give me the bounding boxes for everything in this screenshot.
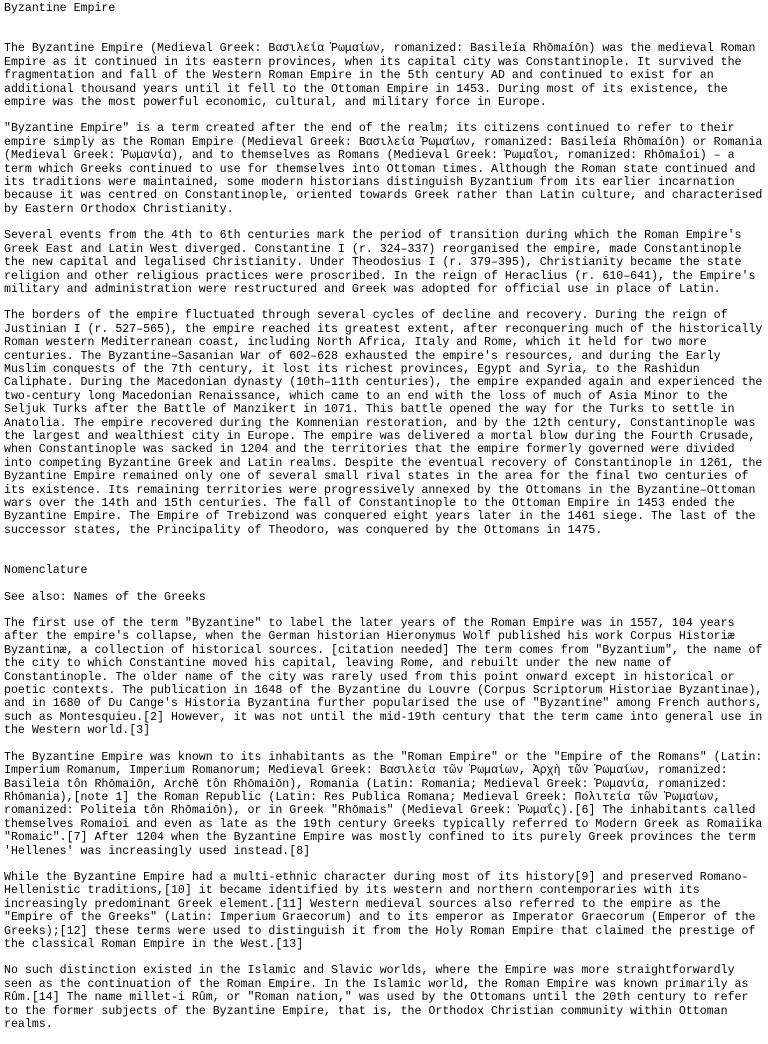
nomenclature-paragraph-1: The first use of the term "Byzantine" to label the later years of the Roman Empire was in 1557, 104 years after the empire's collapse, when the German historian Hieronymus Wolf published his work Corpus Historiæ Byzantinæ, a collection of historical sources. [citation needed] The term comes from "Byzantium", the name of the city to which Constantine moved his capital, leaving Rome, and rebuilt under the new name of Constantinople. The older name of the city was rarely used from this point onward except in historical or poetic contexts. The publication in 1648 of the Byzantine du Louvre (Corpus Scriptorum Historiae Byzantinae), and in 1680 of Du Cange's Historia Byzantina further popularised the use of "Byzantine" among French authors, such as Montesquieu.[2] However, it was not until the mid-19th century that the term came into general use in the Western world.[3] <box>4 617 763 738</box>
document-body <box>4 2 766 1044</box>
intro-paragraph-3: Several events from the 4th to 6th centuries mark the period of transition during which the Roman Empire's Greek East and Latin West diverged. Constantine I (r. 324–337) reorganised the empire, made Constantinople the new capital and legalised Christianity. Under Theodosius I (r. 379–395), Christianity became the state religion and other religious practices were proscribed. In the reign of Heraclius (r. 610–641), the Empire's military and administration were restructured and Greek was adopted for official use in place of Latin. <box>4 229 756 296</box>
nomenclature-paragraph-2: The Byzantine Empire was known to its inhabitants as the "Roman Empire" or the "Empire of the Romans" (Latin: Imperium Romanum, Imperium Romanorum; Medieval Greek: Βασιλεία τῶν Ῥωμαίων, Ἀρχὴ τῶν Ῥωμαίων, romanized: Basileia tôn Rhōmaiōn, Archē tôn Rhōmaiōn), Romania (Latin: Romania; Medieval Greek: Ῥωμανία, romanized: Rhōmania),[note 1] the Roman Republic (Latin: Res Publica Romana; Medieval Greek: Πολιτεία τῶν Ῥωμαίων, romanized: Politeia tôn Rhōmaiōn), or in Greek "Rhōmais" (Medieval Greek: Ῥωμαΐς).[6] The inhabitants called themselves Romaioi and even as late as the 19th century Greeks typically referred to Modern Greek as Romaiika "Romaic".[7] After 1204 when the Byzantine Empire was mostly confined to its purely Greek provinces the term 'Hellenes' was increasingly used instead.[8] <box>4 750 763 858</box>
intro-paragraph-1: The Byzantine Empire (Medieval Greek: Βασιλεία Ῥωμαίων, romanized: Basileía Rhōmaíōn) was the medieval Roman Empire as it continued in its eastern provinces, when its capital city was Constantinople. It survived the fragmentation and fall of the Western Roman Empire in the 5th century AD and continued to exist for an additional thousand years until it fell to the Ottoman Empire in 1453. During most of its existence, the empire was the most powerful economic, cultural, and military force in Europe. <box>4 42 756 110</box>
nomenclature-paragraph-4: No such distinction existed in the Islamic and Slavic worlds, where the Empire was more straightforwardly seen as the continuation of the Roman Empire. In the Islamic world, the Roman Empire was known primarily as Rûm.[14] The name millet-i Rûm, or "Roman nation," was used by the Ottomans until the 20th century to refer to the former subjects of the Byzantine Empire, that is, the Orthodox Christian community within Ottoman realms. <box>4 964 749 1031</box>
intro-paragraph-2: "Byzantine Empire" is a term created after the end of the realm; its citizens continued to refer to their empire simply as the Roman Empire (Medieval Greek: Βασιλεία Ῥωμαίων, romanized: Basileía Rhōmaíōn) or Romania (Medieval Greek: Ῥωμανία), and to themselves as Romans (Medieval Greek: Ῥωμαῖοι, romanized: Rhōmaîoi) – a term which Greeks continued to use for themselves into Ottoman times. Although the Roman state continued and its traditions were maintained, some modern historians distinguish Byzantium from its earlier incarnation because it was centred on Constantinople, oriented towards Greek rather than Latin culture, and characterised by Eastern Orthodox Christianity. <box>4 122 763 216</box>
see-also-note: See also: Names of the Greeks <box>4 590 206 604</box>
nomenclature-paragraph-3: While the Byzantine Empire had a multi-ethnic character during most of its history[9] and preserved Romano- Hellenistic traditions,[10] it became identified by its western and northern contemporaries with its increasingly predominant Greek element.[11] Western medieval sources also referred to the empire as the "Empire of the Greeks" (Latin: Imperium Graecorum) and to its emperor as Imperator Graecorum (Emperor of the Greeks);[12] these terms were used to distinguish it from the Holy Roman Empire that claimed the prestige of the classical Roman Empire in the West.[13] <box>4 870 756 951</box>
intro-paragraph-4: The borders of the empire fluctuated through several cycles of decline and recovery. During the reign of Justinian I (r. 527–565), the empire reached its greatest extent, after reconquering much of the historically Roman western Mediterranean coast, including North Africa, Italy and Rome, which it held for two more centuries. The Byzantine–Sasanian War of 602–628 exhausted the empire's resources, and during the Early Muslim conquests of the 7th century, it lost its richest provinces, Egypt and Syria, to the Rashidun Caliphate. During the Macedonian dynasty (10th–11th centuries), the empire expanded again and experienced the two-century long Macedonian Renaissance, which came to an end with the loss of much of Asia Minor to the Seljuk Turks after the Battle of Manzikert in 1071. This battle opened the way for the Turks to settle in Anatolia. The empire recovered during the Komnenian restoration, and by the 12th century, Constantinople was the largest and wealthiest city in Europe. The empire was delivered a mortal blow during the Fourth Crusade, when Constantinople was sacked in 1204 and the territories that the empire formerly governed were divided into competing Byzantine Greek and Latin realms. Despite the eventual recovery of Constantinople in 1261, the Byzantine Empire remained only one of several small rival states in the area for the final two centuries of its existence. Its remaining territories were progressively annexed by the Ottomans in the Byzantine–Ottoman wars over the 14th and 15th centuries. The fall of Constantinople to the Ottoman Empire in 1453 ended the Byzantine Empire. The Empire of Trebizond was conquered eight years later in the 1461 siege. The last of the successor states, the Principality of Theodoro, was conquered by the Ottomans in 1475. <box>4 309 763 537</box>
page-title: Byzantine Empire <box>4 2 116 15</box>
section-heading-nomenclature: Nomenclature <box>4 564 88 578</box>
